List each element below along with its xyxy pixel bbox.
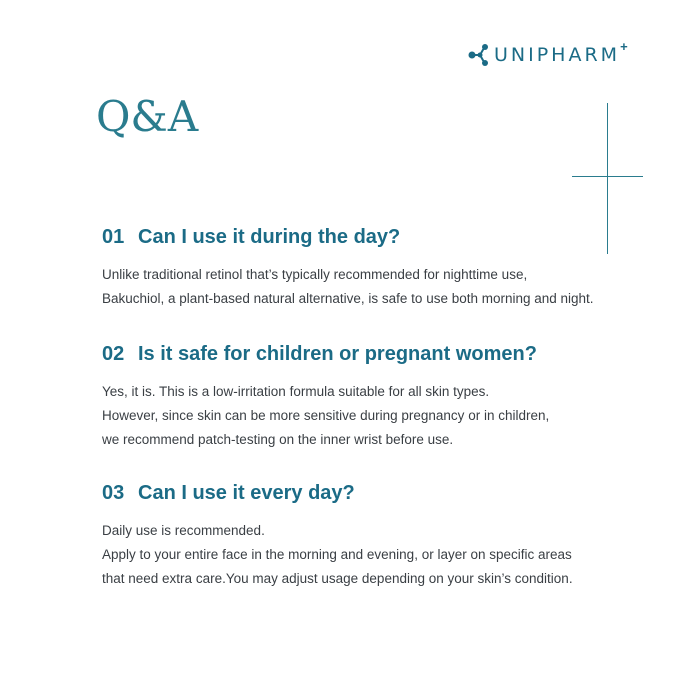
decorative-cross-horizontal	[572, 176, 643, 177]
faq-number: 01	[102, 226, 125, 248]
faq-question-text: Can I use it every day?	[138, 482, 355, 504]
faq-number: 03	[102, 482, 125, 504]
faq-answer	[102, 380, 549, 452]
faq-question	[102, 226, 594, 249]
faq-answer-line: Daily use is recommended.	[102, 523, 265, 538]
faq-answer-line: we recommend patch-testing on the inner wrist before use.	[102, 432, 454, 447]
faq-question-text: Is it safe for children or pregnant women?	[138, 343, 537, 365]
faq-item-3	[102, 482, 573, 591]
faq-answer-line: However, since skin can be more sensitive during pregnancy or in children,	[102, 408, 550, 423]
brand-name: UNIPHARM	[494, 44, 621, 66]
faq-question	[102, 343, 549, 366]
faq-answer-line: Bakuchiol, a plant-based natural alternative, is safe to use both morning and night.	[102, 291, 594, 306]
faq-number: 02	[102, 343, 125, 365]
faq-answer-line: that need extra care.You may adjust usage depending on your skin’s condition.	[102, 571, 573, 586]
faq-answer-line: Yes, it is. This is a low-irritation formula suitable for all skin types.	[102, 384, 490, 399]
decorative-cross-vertical	[607, 103, 608, 254]
brand-plus: +	[620, 38, 628, 54]
faq-question	[102, 482, 573, 505]
faq-answer	[102, 263, 594, 311]
faq-item-1	[102, 226, 594, 311]
page-title: Q&A	[96, 92, 199, 141]
faq-answer-line: Unlike traditional retinol that’s typically recommended for nighttime use,	[102, 267, 528, 282]
faq-answer	[102, 519, 573, 591]
faq-item-2	[102, 343, 549, 452]
molecule-icon	[468, 42, 490, 68]
faq-question-text: Can I use it during the day?	[138, 226, 401, 248]
brand-logo	[468, 38, 628, 68]
faq-answer-line: Apply to your entire face in the morning and evening, or layer on specific areas	[102, 547, 572, 562]
